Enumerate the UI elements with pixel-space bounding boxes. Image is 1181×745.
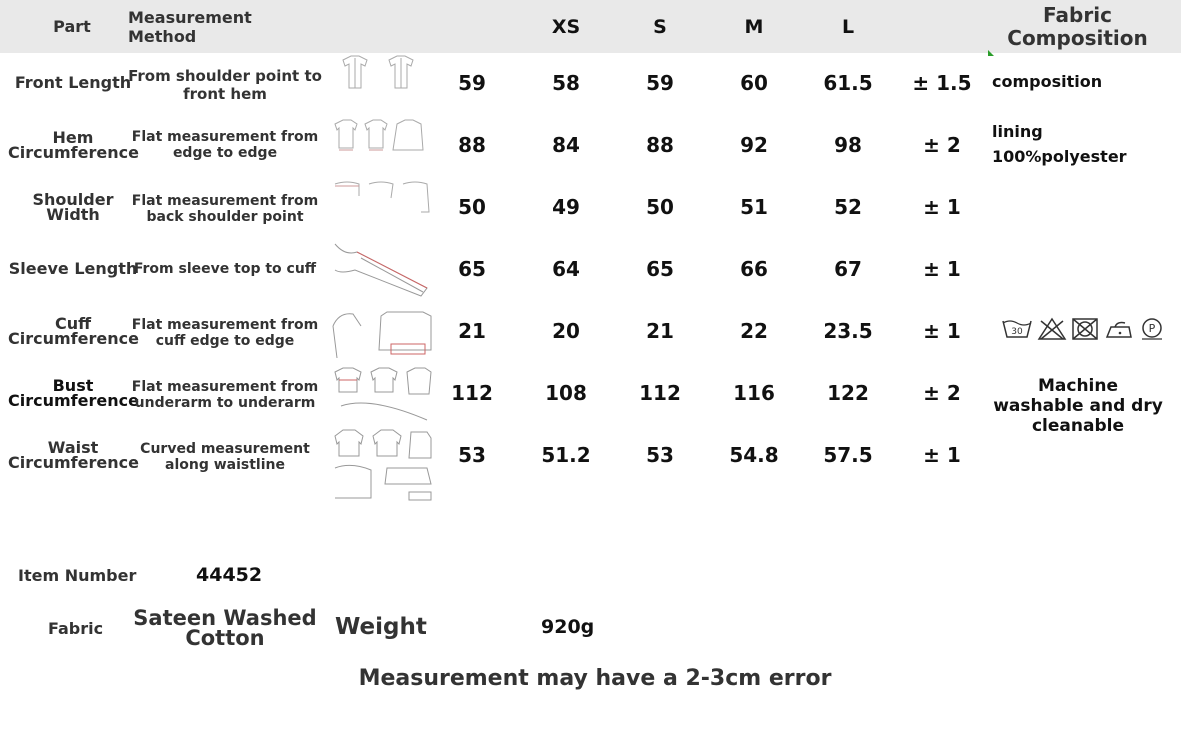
header-size-s: S (653, 15, 667, 38)
value-cell: 60 (740, 71, 768, 95)
value-cell: 59 (458, 71, 486, 95)
fabric-label: Fabric (48, 619, 104, 638)
bust-circumference-diagram (331, 366, 435, 424)
value-cell: 58 (552, 71, 580, 95)
value-cell: 108 (545, 381, 587, 405)
sleeve-length-diagram (331, 240, 435, 298)
value-cell: 52 (834, 195, 862, 219)
cuff-circumference-diagram (331, 306, 435, 362)
row-method: Flat measurement from edge to edge (131, 129, 319, 161)
iron-low-icon (1103, 317, 1135, 345)
row-part: Hem Circumference (8, 128, 139, 162)
corner-marker (988, 50, 994, 56)
value-cell: 23.5 (823, 319, 873, 343)
row-method: From sleeve top to cuff (133, 261, 317, 277)
value-cell: 51.2 (541, 443, 591, 467)
value-cell: 21 (646, 319, 674, 343)
waist-circumference-diagram (331, 428, 435, 504)
tolerance-cell: ± 1.5 (912, 71, 972, 95)
lining-value: 100%polyester (992, 147, 1127, 166)
header-fabric-composition: Fabric Composition (1007, 2, 1148, 50)
row-method: Flat measurement from underarm to underarm (131, 379, 319, 411)
care-text: Machine washable and dry cleanable (993, 376, 1163, 436)
value-cell: 116 (733, 381, 775, 405)
row-method: Curved measurement along waistline (140, 441, 310, 473)
tolerance-cell: ± 1 (923, 319, 961, 343)
composition-label: composition (992, 72, 1103, 91)
front-length-diagram (331, 52, 435, 96)
row-part: Shoulder Width (32, 190, 114, 224)
weight-value: 920g (541, 616, 595, 638)
value-cell: 65 (646, 257, 674, 281)
value-cell: 51 (740, 195, 768, 219)
row-part: Bust Circumference (8, 376, 139, 410)
hem-circumference-diagram (331, 114, 435, 158)
value-cell: 88 (646, 133, 674, 157)
row-part: Front Length (14, 73, 132, 92)
tolerance-cell: ± 1 (923, 257, 961, 281)
row-part: Cuff Circumference (8, 314, 139, 348)
value-cell: 88 (458, 133, 486, 157)
header-size-l: L (841, 15, 855, 38)
header-method: Measurement Method (128, 7, 252, 46)
tolerance-cell: ± 2 (923, 381, 961, 405)
row-part: Sleeve Length (8, 259, 138, 278)
value-cell: 20 (552, 319, 580, 343)
no-tumble-dry-icon (1071, 317, 1099, 345)
value-cell: 49 (552, 195, 580, 219)
value-cell: 66 (740, 257, 768, 281)
value-cell: 67 (834, 257, 862, 281)
wash-30-icon (1001, 317, 1033, 345)
value-cell: 98 (834, 133, 862, 157)
care-icons (1001, 318, 1167, 344)
dry-clean-p-icon (1139, 317, 1165, 345)
value-cell: 61.5 (823, 71, 873, 95)
value-cell: 64 (552, 257, 580, 281)
header-size-m: M (744, 15, 764, 38)
value-cell: 53 (646, 443, 674, 467)
value-cell: 50 (458, 195, 486, 219)
value-cell: 92 (740, 133, 768, 157)
value-cell: 122 (827, 381, 869, 405)
value-cell: 54.8 (729, 443, 779, 467)
lining-label: lining (992, 122, 1043, 141)
header-part: Part (53, 17, 91, 36)
item-number: 44452 (196, 564, 263, 586)
row-method: From shoulder point to front hem (128, 67, 322, 103)
fabric-value: Sateen Washed Cotton (133, 606, 317, 650)
no-bleach-icon (1037, 317, 1067, 345)
tolerance-cell: ± 2 (923, 133, 961, 157)
svg-text:30: 30 (1011, 327, 1023, 337)
value-cell: 84 (552, 133, 580, 157)
value-cell: 22 (740, 319, 768, 343)
row-method: Flat measurement from cuff edge to edge (131, 317, 319, 349)
value-cell: 112 (639, 381, 681, 405)
value-cell: 50 (646, 195, 674, 219)
tolerance-cell: ± 1 (923, 195, 961, 219)
shoulder-width-diagram (331, 176, 435, 220)
value-cell: 53 (458, 443, 486, 467)
value-cell: 65 (458, 257, 486, 281)
error-note: Measurement may have a 2-3cm error (358, 666, 832, 691)
item-number-label: Item Number (18, 566, 137, 585)
value-cell: 59 (646, 71, 674, 95)
header-size-xs: XS (551, 15, 581, 38)
value-cell: 57.5 (823, 443, 873, 467)
value-cell: 21 (458, 319, 486, 343)
row-part: Waist Circumference (8, 438, 139, 472)
weight-label: Weight (335, 614, 427, 640)
svg-text:P: P (1148, 322, 1156, 335)
value-cell: 112 (451, 381, 493, 405)
tolerance-cell: ± 1 (923, 443, 961, 467)
row-method: Flat measurement from back shoulder point (131, 193, 319, 225)
